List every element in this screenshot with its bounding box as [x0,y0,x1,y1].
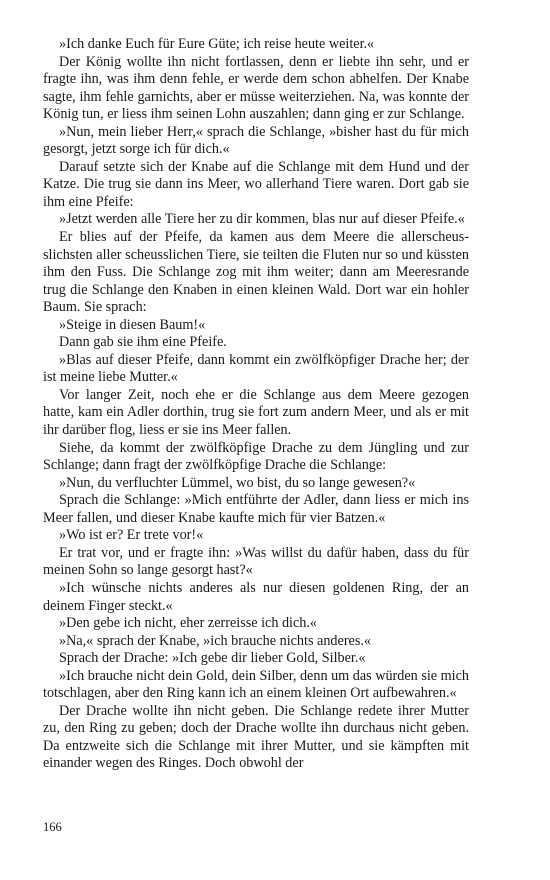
paragraph: »Nun, du verfluchter Lümmel, wo bist, du so lange gewesen?« [59,474,416,491]
paragraph: »Ich danke Euch für Eure Güte; ich reise heute weiter.« [59,36,375,52]
paragraph: Darauf setzte sich der Knabe auf die Schlange mit dem Hund und der Katze. Die trug sie dann ins Meer, wo allerhand Tiere waren. Dort gab sie ihm eine Pfeife: [43,158,469,210]
paragraph: »Blas auf dieser Pfeife, dann kommt ein zwölfköpfiger Drache her; der ist meine liebe Mutter.« [43,351,469,386]
paragraph: »Ich wünsche nichts anderes als nur diesen goldenen Ring, der an deinem Finger steckt.« [43,579,469,614]
paragraph: »Na,« sprach der Knabe, »ich brauche nichts anderes.« [59,632,372,649]
paragraph: Vor langer Zeit, noch ehe er die Schlange aus dem Meere gezogen hatte, kam ein Adler dorthin, trug sie fort zum andern Meer, und als er mit ihr darüber flog, liess er sie ins Meer fallen. [43,386,469,439]
paragraph: Der König wollte ihn nicht fortlassen, denn er liebte ihn sehr, und er fragte ihn, was ihm denn fehle, er werde dem schon abhelfen. Der Knabe sagte, ihm fehle garnichts, aber er müsse weiterziehen. Na, was konnte der König tun, er liess ihm seinen Lohn auszahlen; dann ging er zur Schlange. [43,53,469,123]
paragraph: Siehe, da kommt der zwölfköpfige Drache zu dem Jüngling und zur Schlange; dann fragt der zwölfköpfige Drache die Schlange: [43,439,469,474]
paragraph: »Steige in diesen Baum!« [59,316,206,333]
paragraph: Sprach der Drache: »Ich gebe dir lieber Gold, Silber.« [59,650,366,667]
paragraph: Dann gab sie ihm eine Pfeife. [59,334,227,351]
page-number: 166 [43,820,62,834]
paragraph: »Ich brauche nicht dein Gold, dein Silber, denn um das würden sie mich totschlagen, aber den Ring kann ich an einem kleinen Ort aufbewahren.« [43,667,469,702]
page-body [43,36,469,773]
paragraph: »Nun, mein lieber Herr,« sprach die Schlange, »bisher hast du für mich gesorgt, jetzt sorge ich für dich.« [43,123,469,158]
paragraph: Sprach die Schlange: »Mich entführte der Adler, dann liess er mich ins Meer fallen, und dieser Knabe kaufte mich für vier Batzen.« [43,492,469,526]
paragraph: »Den gebe ich nicht, eher zerreisse ich dich.« [59,615,318,632]
paragraph: »Jetzt werden alle Tiere her zu dir kommen, blas nur auf dieser Pfeife.« [59,211,465,228]
paragraph: Der Drache wollte ihn nicht geben. Die Schlange redete ihrer Mutter zu, den Ring zu geben; doch der Drache wollte ihn durchaus nicht geben. Da entzweite sich die Schlange mit ihrer Mutter, und sie kämpften mit einander wegen des Ringes. Doch obwohl der [43,702,469,772]
paragraph: Er blies auf der Pfeife, da kamen aus dem Meere die allerscheusslichsten aller scheusslichen Tiere, sie teilten die Fluten nur so und küssten ihm den Fuss. Die Schlange zog mit ihm weiter; dann am Meeresrande trug die Schlange den Knaben in einen kleinen Wald. Dort war ein hohler Baum. Sie sprach: [43,229,469,316]
paragraph: »Wo ist er? Er trete vor!« [59,527,204,544]
paragraph: Er trat vor, und er fragte ihn: »Was willst du dafür haben, dass du für meinen Sohn so lange gesorgt hast?« [43,544,469,579]
